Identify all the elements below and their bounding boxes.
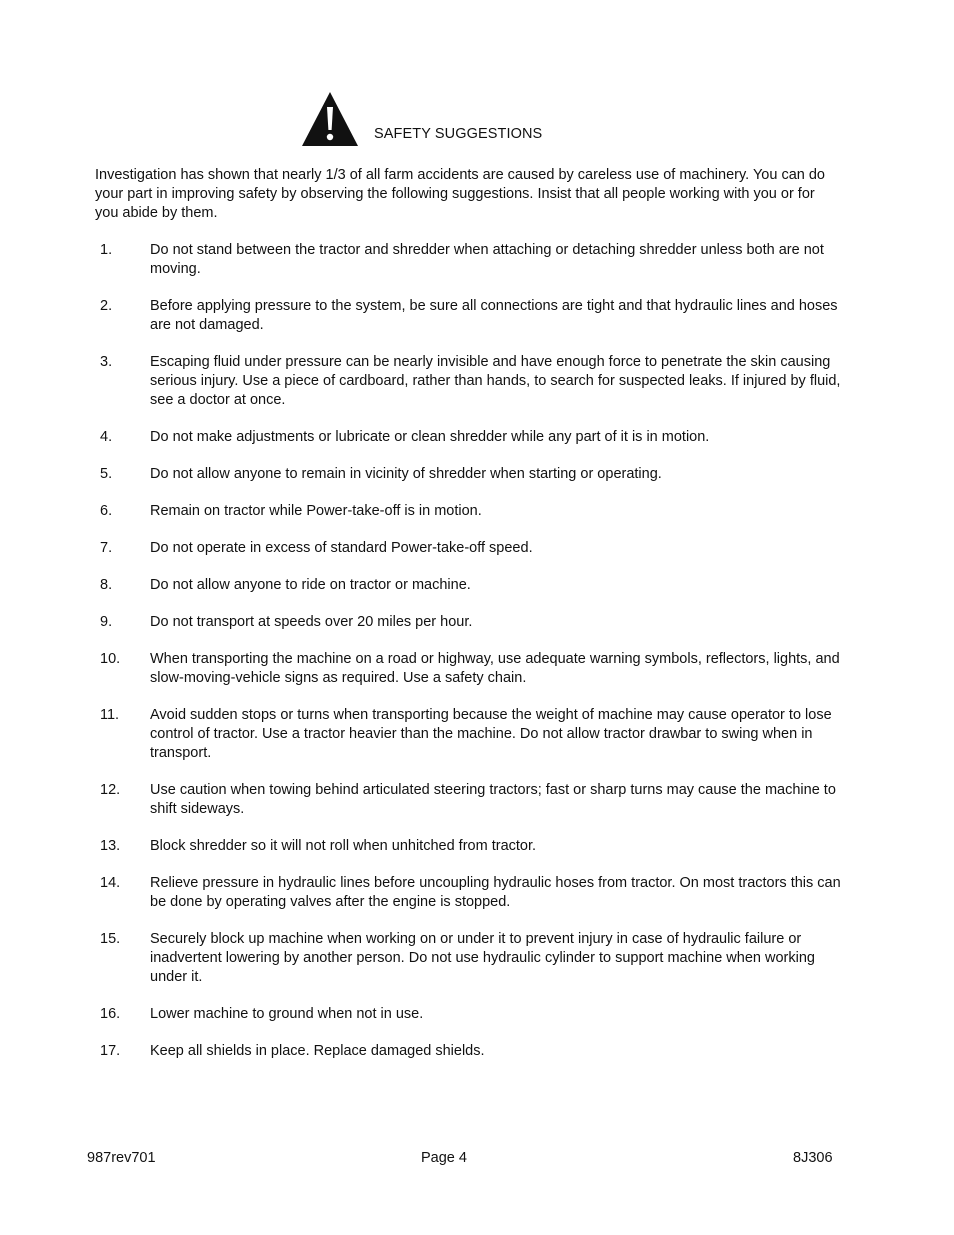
list-item-text: Before applying pressure to the system, be sure all connections are tight and that hydraulic lines and hoses are not damaged. xyxy=(150,298,838,333)
list-item-number: 5. xyxy=(100,466,113,482)
list-item xyxy=(92,502,844,521)
list-item xyxy=(92,706,844,763)
list-item-number: 3. xyxy=(100,354,113,370)
list-item xyxy=(92,1042,844,1061)
list-item-text: Do not stand between the tractor and shredder when attaching or detaching shredder unless both are not moving. xyxy=(150,242,824,277)
list-item-number: 9. xyxy=(100,614,113,630)
list-item xyxy=(92,465,844,484)
list-item-text: Do not allow anyone to ride on tractor or machine. xyxy=(150,577,471,593)
list-item-text: Keep all shields in place. Replace damaged shields. xyxy=(150,1043,485,1059)
list-item-number: 2. xyxy=(100,298,113,314)
list-item-number: 4. xyxy=(100,429,113,445)
list-item-text: When transporting the machine on a road or highway, use adequate warning symbols, reflectors, lights, and slow-moving-vehicle signs as required. Use a safety chain. xyxy=(150,651,840,686)
list-item-number: 1. xyxy=(100,242,113,258)
list-item-text: Lower machine to ground when not in use. xyxy=(150,1006,424,1022)
list-item-text: Do not allow anyone to remain in vicinity of shredder when starting or operating. xyxy=(150,466,662,482)
page-title: SAFETY SUGGESTIONS xyxy=(374,126,543,142)
footer-page-number: Page 4 xyxy=(421,1150,467,1166)
list-item-text: Do not make adjustments or lubricate or clean shredder while any part of it is in motion. xyxy=(150,429,710,445)
section-header xyxy=(300,90,542,148)
list-item-text: Avoid sudden stops or turns when transporting because the weight of machine may cause operator to lose control of tractor. Use a tractor heavier than the machine. Do not allow tractor drawbar to swing when in transport. xyxy=(150,707,832,761)
list-item xyxy=(92,539,844,558)
safety-list xyxy=(92,241,844,1079)
list-item-number: 11. xyxy=(100,707,120,723)
list-item xyxy=(92,1005,844,1024)
list-item xyxy=(92,837,844,856)
footer-part-number: 8J306 xyxy=(793,1150,833,1166)
list-item-text: Use caution when towing behind articulated steering tractors; fast or sharp turns may cause the machine to shift sideways. xyxy=(150,782,836,817)
list-item-number: 14. xyxy=(100,875,121,891)
list-item-text: Relieve pressure in hydraulic lines before uncoupling hydraulic hoses from tractor. On most tractors this can be done by operating valves after the engine is stopped. xyxy=(150,875,841,910)
list-item-number: 8. xyxy=(100,577,113,593)
list-item xyxy=(92,781,844,819)
list-item xyxy=(92,297,844,335)
list-item xyxy=(92,576,844,595)
list-item xyxy=(92,874,844,912)
list-item-text: Remain on tractor while Power-take-off is in motion. xyxy=(150,503,482,519)
list-item-number: 10. xyxy=(100,651,121,667)
list-item-number: 13. xyxy=(100,838,121,854)
list-item xyxy=(92,613,844,632)
list-item-number: 15. xyxy=(100,931,121,947)
list-item xyxy=(92,650,844,688)
list-item-number: 17. xyxy=(100,1043,121,1059)
list-item-number: 16. xyxy=(100,1006,121,1022)
list-item-text: Do not transport at speeds over 20 miles per hour. xyxy=(150,614,473,630)
list-item xyxy=(92,428,844,447)
footer-document-code: 987rev701 xyxy=(87,1150,156,1166)
list-item xyxy=(92,930,844,987)
list-item-number: 12. xyxy=(100,782,121,798)
list-item-text: Escaping fluid under pressure can be nearly invisible and have enough force to penetrate the skin causing serious injury. Use a piece of cardboard, rather than hands, to search for suspected leaks. If injured by fluid, see a doctor at once. xyxy=(150,354,841,408)
list-item xyxy=(92,241,844,279)
list-item xyxy=(92,353,844,410)
warning-triangle-icon xyxy=(300,90,360,148)
list-item-number: 7. xyxy=(100,540,113,556)
list-item-text: Securely block up machine when working on or under it to prevent injury in case of hydraulic failure or inadvertent lowering by another person. Do not use hydraulic cylinder to support machine when working under it. xyxy=(150,931,815,985)
list-item-number: 6. xyxy=(100,503,113,519)
intro-paragraph: Investigation has shown that nearly 1/3 of all farm accidents are caused by careless use of machinery. You can do your part in improving safety by observing the following suggestions. Insist that all people working with you or for you abide by them. xyxy=(95,167,825,221)
list-item-text: Do not operate in excess of standard Power-take-off speed. xyxy=(150,540,533,556)
list-item-text: Block shredder so it will not roll when unhitched from tractor. xyxy=(150,838,537,854)
